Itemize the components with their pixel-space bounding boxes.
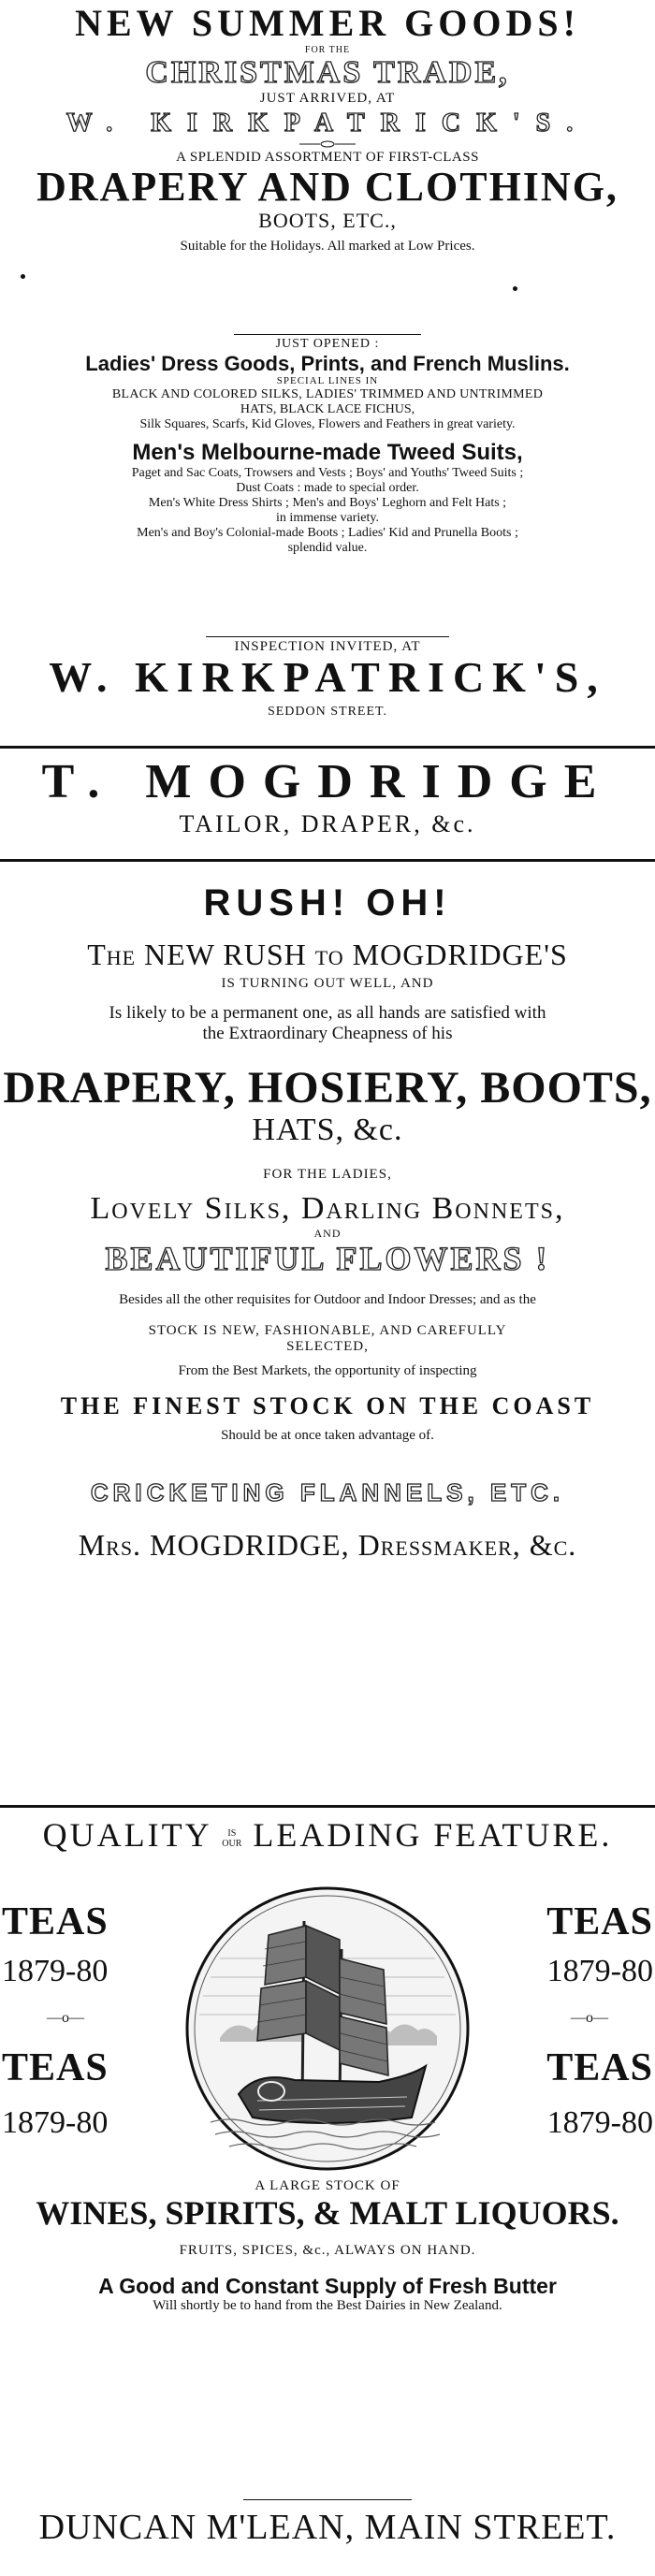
divider [206, 636, 449, 637]
quality-line [0, 1816, 655, 1855]
fruits-spices-line: FRUITS, SPICES, &c., ALWAYS ON HAND. [179, 2242, 476, 2258]
turning-out-line: IS TURNING OUT WELL, AND [221, 975, 434, 991]
mens-line: splendid value. [287, 541, 368, 556]
and-label: AND [313, 1226, 342, 1240]
kirkpatrick-name-footer: W. KIRKPATRICK'S, [49, 653, 606, 702]
dash-left: —o— [47, 2010, 84, 2026]
mens-line: Paget and Sac Coats, Trowsers and Vests ; Boys' and Youths' Tweed Suits ; [131, 465, 524, 480]
mogdridge-advertisement [0, 754, 655, 838]
seddon-street: SEDDON STREET. [267, 704, 388, 719]
divider [243, 2499, 412, 2500]
boots-etc: BOOTS, ETC., [258, 209, 397, 233]
splendid-assortment-label: A SPLENDID ASSORTMENT OF FIRST-CLASS [176, 150, 479, 166]
silks-line: Silk Squares, Scarfs, Kid Gloves, Flowers and Feathers in great variety. [139, 417, 516, 432]
is-word: IS [227, 1827, 237, 1839]
special-lines-label: SPECIAL LINES IN [276, 375, 379, 387]
year-top-right: 1879-80 [546, 1954, 653, 1988]
ornament-divider [299, 140, 356, 148]
mogdridge-body [0, 881, 655, 1563]
silks-line: BLACK AND COLORED SILKS, LADIES' TRIMMED AND UNTRIMMED [111, 387, 544, 402]
year-top-left: 1879-80 [2, 1954, 109, 1988]
kirkpatrick-advertisement [0, 0, 655, 255]
for-the-ladies: FOR THE LADIES, [263, 1167, 392, 1183]
ladies-dress-goods: Ladies' Dress Goods, Prints, and French Muslins. [85, 352, 570, 376]
mens-line: in immense variety. [276, 511, 379, 526]
our-word: OUR [222, 1838, 242, 1849]
besides-line: Besides all the other requisites for Outdoor and Indoor Dresses; and as the [119, 1291, 536, 1307]
drapery-clothing-heading: DRAPERY AND CLOTHING, [36, 164, 619, 211]
dash-right: —o— [571, 2010, 608, 2026]
wines-spirits-heading: WINES, SPIRITS, & MALT LIQUORS. [36, 2194, 619, 2233]
for-the-label: FOR THE [304, 45, 351, 55]
headline: NEW SUMMER GOODS! [75, 2, 580, 44]
beautiful-flowers-heading: BEAUTIFUL FLOWERS ! [105, 1240, 550, 1278]
section-rule [0, 859, 655, 862]
mens-line: Dust Coats : made to special order. [236, 481, 419, 495]
duncan-mclean-name: DUNCAN M'LEAN, MAIN STREET. [38, 2508, 617, 2547]
large-stock-label: A LARGE STOCK OF [255, 2178, 400, 2193]
new-rush-line: The NEW RUSH to MOGDRIDGE'S [87, 938, 568, 971]
year-bottom-right: 1879-80 [546, 2105, 653, 2140]
teas-label-bottom-right: TEAS [546, 2046, 653, 2089]
mogdridge-name: T. MOGDRIDGE [41, 755, 614, 808]
just-opened-label: JUST OPENED : [275, 337, 380, 351]
mens-tweed-suits: Men's Melbourne-made Tweed Suits, [132, 440, 523, 466]
tea-ship-emblem [182, 1884, 473, 2174]
teas-label-top-right: TEAS [546, 1900, 653, 1943]
stock-line: SELECTED, [286, 1339, 369, 1355]
kirkpatrick-footer [0, 639, 655, 720]
mclean-body [0, 2178, 655, 2315]
holidays-line: Suitable for the Holidays. All marked at Low Prices. [180, 238, 475, 254]
teas-label-bottom-left: TEAS [2, 2046, 109, 2089]
teas-label-top-left: TEAS [2, 1900, 109, 1943]
silks-line: HATS, BLACK LACE FICHUS, [240, 402, 415, 417]
permanent-line: the Extraordinary Cheapness of his [202, 1023, 453, 1043]
lovely-silks-line: Lovely Silks, Darling Bonnets, [90, 1191, 565, 1227]
leading-feature-word: LEADING FEATURE. [253, 1816, 613, 1854]
kirkpatrick-name: W. KIRKPATRICK'S. [66, 108, 590, 138]
finest-stock-heading: THE FINEST STOCK ON THE COAST [60, 1391, 595, 1419]
christmas-trade-heading: CHRISTMAS TRADE, [145, 54, 510, 90]
stock-line: STOCK IS NEW, FASHIONABLE, AND CAREFULLY [148, 1323, 507, 1338]
hats-etc: HATS, &c. [252, 1113, 403, 1148]
is-our-stack [222, 1828, 241, 1849]
quality-word: QUALITY [42, 1816, 211, 1854]
mrs-mogdridge-line: Mrs. MOGDRIDGE, Dressmaker, &c. [78, 1527, 577, 1562]
mens-line: Men's and Boy's Colonial-made Boots ; Ladies' Kid and Prunella Boots ; [137, 526, 518, 541]
best-markets-line: From the Best Markets, the opportunity of inspecting [178, 1362, 477, 1378]
print-speck [513, 286, 517, 291]
print-speck [21, 274, 25, 279]
mens-line: Men's White Dress Shirts ; Men's and Boys' Leghorn and Felt Hats ; [148, 496, 507, 511]
tailor-draper: TAILOR, DRAPER, &c. [179, 809, 476, 837]
kirkpatrick-details [0, 337, 655, 556]
mclean-quality-header [0, 1816, 655, 1855]
advantage-line: Should be at once taken advantage of. [221, 1427, 434, 1443]
section-rule [0, 746, 655, 749]
section-rule [0, 1805, 655, 1808]
drapery-hosiery-heading: DRAPERY, HOSIERY, BOOTS, [3, 1062, 652, 1113]
year-bottom-left: 1879-80 [2, 2105, 109, 2140]
mclean-footer [0, 2508, 655, 2549]
rush-oh-headline: RUSH! OH! [203, 882, 452, 924]
just-arrived-label: JUST ARRIVED, AT [259, 90, 396, 106]
cricketing-flannels-heading: CRICKETING FLANNELS, ETC. [90, 1477, 565, 1506]
divider [234, 334, 421, 335]
fresh-butter-line: A Good and Constant Supply of Fresh Butter [98, 2273, 557, 2298]
dairies-line: Will shortly be to hand from the Best Dairies in New Zealand. [153, 2298, 502, 2314]
permanent-line: Is likely to be a permanent one, as all hands are satisfied with [109, 1003, 546, 1024]
inspection-invited: INSPECTION INVITED, AT [234, 639, 421, 654]
